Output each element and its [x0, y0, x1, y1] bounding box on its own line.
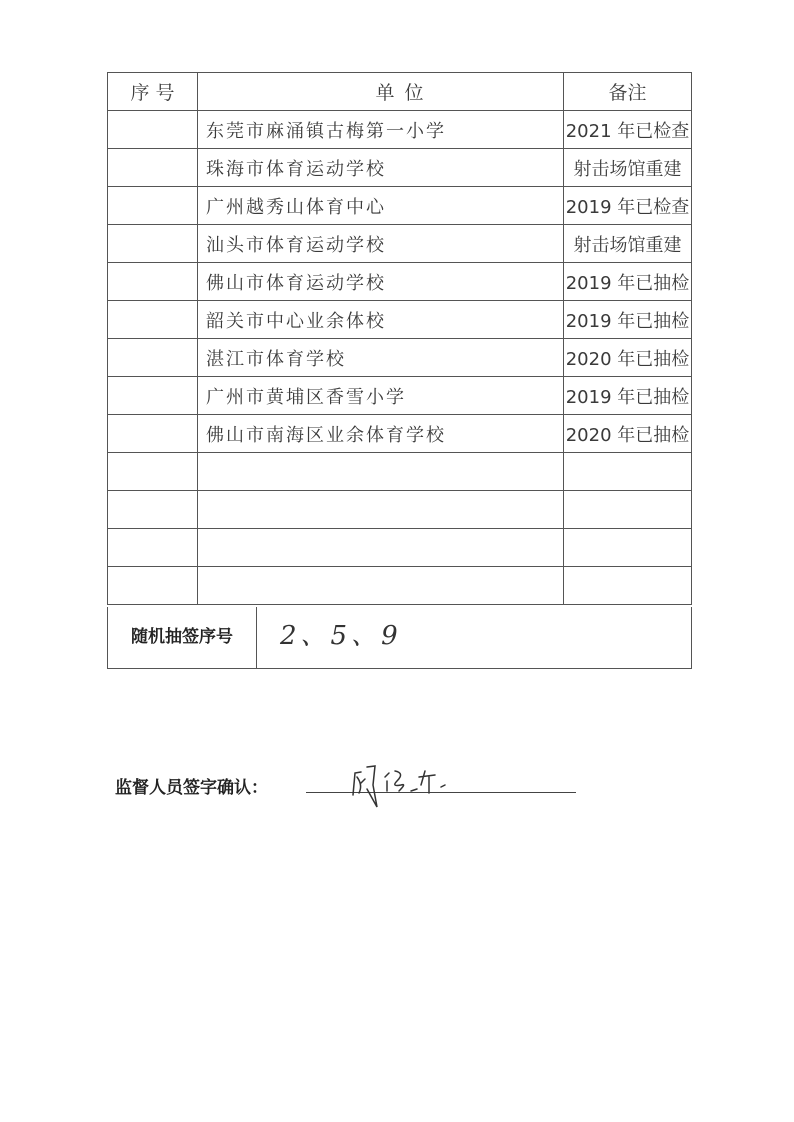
- random-draw-label: 随机抽签序号: [108, 607, 257, 668]
- table-header-row: [108, 73, 692, 111]
- row-remark: 2020 年已抽检: [564, 415, 692, 453]
- row-unit: [198, 453, 564, 491]
- table-row: [108, 111, 692, 149]
- row-index: [108, 225, 198, 263]
- table-row: [108, 187, 692, 225]
- inspection-table: [107, 72, 692, 605]
- row-remark: 2019 年已抽检: [564, 377, 692, 415]
- row-unit: 韶关市中心业余体校: [198, 301, 564, 339]
- table-row: [108, 225, 692, 263]
- random-draw-row: [107, 607, 692, 669]
- row-remark: 2020 年已抽检: [564, 339, 692, 377]
- row-unit: 佛山市南海区业余体育学校: [198, 415, 564, 453]
- row-index: [108, 339, 198, 377]
- table-row: [108, 529, 692, 567]
- row-remark: [564, 491, 692, 529]
- row-index: [108, 415, 198, 453]
- row-index: [108, 377, 198, 415]
- row-unit: 东莞市麻涌镇古梅第一小学: [198, 111, 564, 149]
- table-row: [108, 263, 692, 301]
- row-unit: 广州越秀山体育中心: [198, 187, 564, 225]
- table-row: [108, 453, 692, 491]
- row-index: [108, 567, 198, 605]
- handwritten-signature: [345, 755, 475, 815]
- row-unit: 珠海市体育运动学校: [198, 149, 564, 187]
- row-remark: [564, 453, 692, 491]
- row-remark: 2019 年已抽检: [564, 263, 692, 301]
- row-remark: 2021 年已检查: [564, 111, 692, 149]
- row-index: [108, 301, 198, 339]
- signature-label: 监督人员签字确认：: [115, 778, 268, 798]
- row-index: [108, 453, 198, 491]
- table-row: [108, 301, 692, 339]
- table-row: [108, 567, 692, 605]
- table-row: [108, 149, 692, 187]
- header-remark: 备注: [564, 73, 692, 111]
- row-unit: [198, 567, 564, 605]
- row-remark: 2019 年已检查: [564, 187, 692, 225]
- row-index: [108, 491, 198, 529]
- row-index: [108, 263, 198, 301]
- row-unit: [198, 491, 564, 529]
- row-index: [108, 149, 198, 187]
- row-index: [108, 187, 198, 225]
- row-remark: 射击场馆重建: [564, 149, 692, 187]
- random-draw-value: 2、5、9: [280, 621, 402, 651]
- row-index: [108, 111, 198, 149]
- header-index: 序 号: [108, 73, 198, 111]
- row-remark: [564, 567, 692, 605]
- row-index: [108, 529, 198, 567]
- row-unit: 广州市黄埔区香雪小学: [198, 377, 564, 415]
- row-unit: 湛江市体育学校: [198, 339, 564, 377]
- table-row: [108, 491, 692, 529]
- row-remark: [564, 529, 692, 567]
- row-remark: 射击场馆重建: [564, 225, 692, 263]
- row-unit: 佛山市体育运动学校: [198, 263, 564, 301]
- row-remark: 2019 年已抽检: [564, 301, 692, 339]
- row-unit: 汕头市体育运动学校: [198, 225, 564, 263]
- row-unit: [198, 529, 564, 567]
- table-row: [108, 377, 692, 415]
- header-unit: 单 位: [198, 73, 564, 111]
- table-row: [108, 415, 692, 453]
- table-row: [108, 339, 692, 377]
